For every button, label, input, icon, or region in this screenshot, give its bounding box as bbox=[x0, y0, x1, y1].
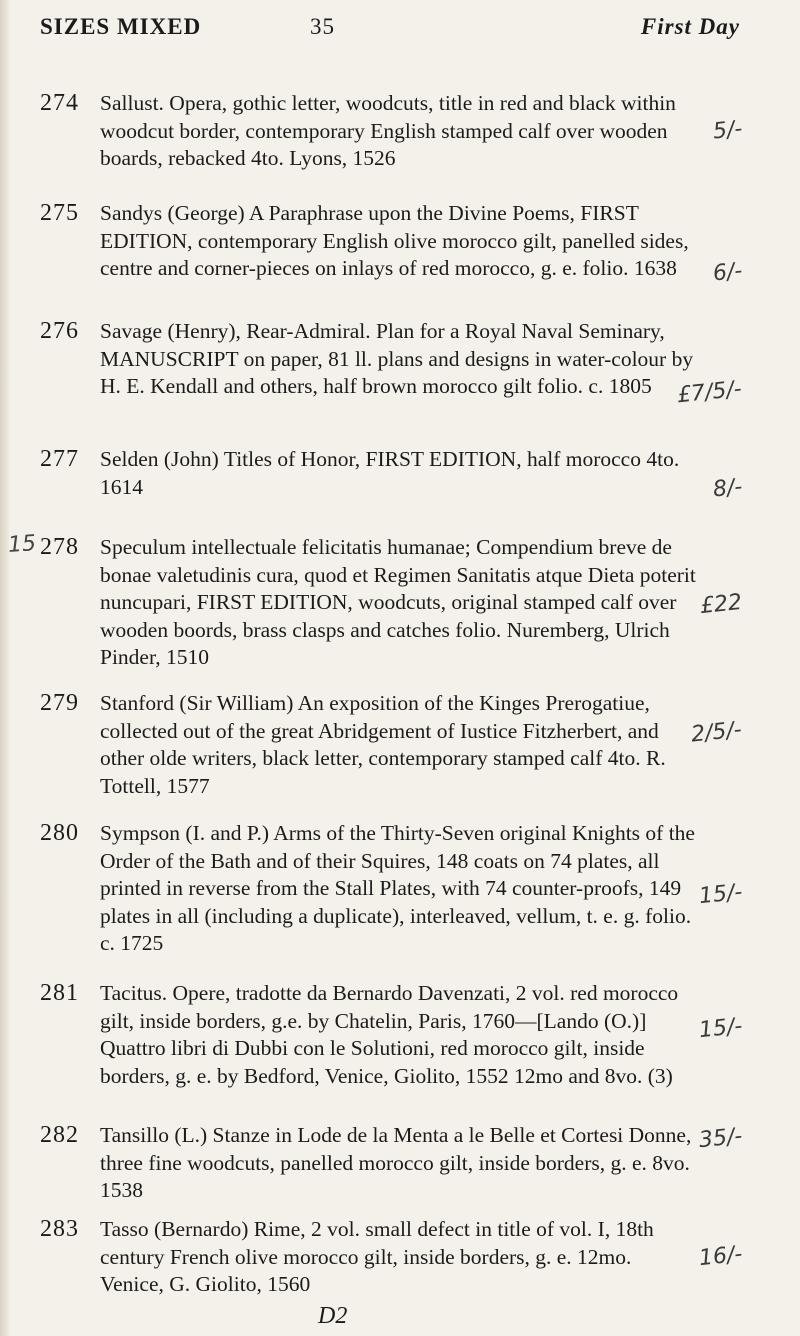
lot-number: 278 bbox=[40, 534, 79, 560]
lot-number: 280 bbox=[40, 820, 79, 846]
lot-description: Tasso (Bernardo) Rime, 2 vol. small defect in title of vol. I, 18th century French olive morocco gilt, inside borders, g. e. 12mo. Venice, G. Giolito, 1560 bbox=[100, 1217, 654, 1296]
price-annotation: 35/- bbox=[697, 1123, 744, 1154]
price-annotation: 15/- bbox=[697, 1013, 744, 1044]
lot-description: Sallust. Opera, gothic letter, woodcuts, title in red and black within woodcut border, contemporary English stamped calf over wooden boards, rebacked 4to. Lyons, 1526 bbox=[100, 91, 676, 170]
lot-description: Stanford (Sir William) An exposition of the Kinges Prerogatiue, collected out of the great Abridgement of Iustice Fitzherbert, and other olde writers, black letter, contemporary stamped calf 4to. R. Tottell, 1577 bbox=[100, 691, 666, 798]
lot-description: Sympson (I. and P.) Arms of the Thirty-Seven original Knights of the Order of the Bath and of their Squires, 148 coats on 74 plates, all printed in reverse from the Stall Plates, with 74 counter-proofs, 149 plates in all (including a duplicate), interleaved, vellum, t. e. g. folio. c. 1725 bbox=[100, 821, 695, 955]
sale-day: First Day bbox=[640, 14, 740, 39]
margin-pencil-note: 15 bbox=[7, 531, 37, 558]
lot-number: 274 bbox=[40, 90, 79, 116]
lot-description: Sandys (George) A Paraphrase upon the Divine Poems, FIRST EDITION, contemporary English olive morocco gilt, panelled sides, centre and corner-pieces on inlays of red morocco, g. e. folio. 1638 bbox=[100, 201, 689, 280]
section-title: SIZES MIXED bbox=[40, 14, 202, 39]
lot-number: 281 bbox=[40, 980, 79, 1006]
price-annotation: 6/- bbox=[711, 258, 744, 287]
price-annotation: 16/- bbox=[697, 1241, 744, 1272]
lot-description: Tansillo (L.) Stanze in Lode de la Menta a le Belle et Cortesi Donne, three fine woodcuts, panelled morocco gilt, inside borders, g. e. 8vo. 1538 bbox=[100, 1123, 692, 1202]
lot-number: 275 bbox=[40, 200, 79, 226]
price-annotation: £7/5/- bbox=[676, 376, 744, 409]
page-number: 35 bbox=[310, 14, 335, 39]
price-annotation: £22 bbox=[698, 589, 744, 620]
page-header bbox=[40, 14, 740, 54]
lot-description: Savage (Henry), Rear-Admiral. Plan for a Royal Naval Seminary, MANUSCRIPT on paper, 81 ll. plans and designs in water-colour by H. E. Kendall and others, half brown morocco gilt folio. c. 1805 bbox=[100, 319, 694, 398]
price-annotation: 8/- bbox=[711, 474, 744, 503]
signature-mark: D2 bbox=[318, 1303, 348, 1329]
lot-number: 277 bbox=[40, 446, 79, 472]
lot-description: Selden (John) Titles of Honor, FIRST EDITION, half morocco 4to. 1614 bbox=[100, 447, 680, 499]
lot-number: 283 bbox=[40, 1216, 79, 1242]
lot-number: 282 bbox=[40, 1122, 79, 1148]
price-annotation: 2/5/- bbox=[690, 717, 744, 748]
lot-number: 279 bbox=[40, 690, 79, 716]
lot-number: 276 bbox=[40, 318, 79, 344]
lot-description: Tacitus. Opere, tradotte da Bernardo Davenzati, 2 vol. red morocco gilt, inside borders, g.e. by Chatelin, Paris, 1760—[Lando (O.)] Quattro libri di Dubbi con le Solutioni, red morocco gilt, inside borders, g. e. by Bedford, Venice, Giolito, 1552 12mo and 8vo. (3) bbox=[100, 981, 679, 1088]
price-annotation: 15/- bbox=[697, 879, 744, 910]
price-annotation: 5/- bbox=[711, 116, 744, 145]
binding-edge bbox=[0, 0, 9, 1336]
lot-description: Speculum intellectuale felicitatis humanae; Compendium breve de bonae valetudinis cura, quod et Regimen Sanitatis atque Dieta poterit nuncupari, FIRST EDITION, woodcuts, original stamped calf over wooden boords, brass clasps and catches folio. Nuremberg, Ulrich Pinder, 1510 bbox=[100, 535, 696, 669]
